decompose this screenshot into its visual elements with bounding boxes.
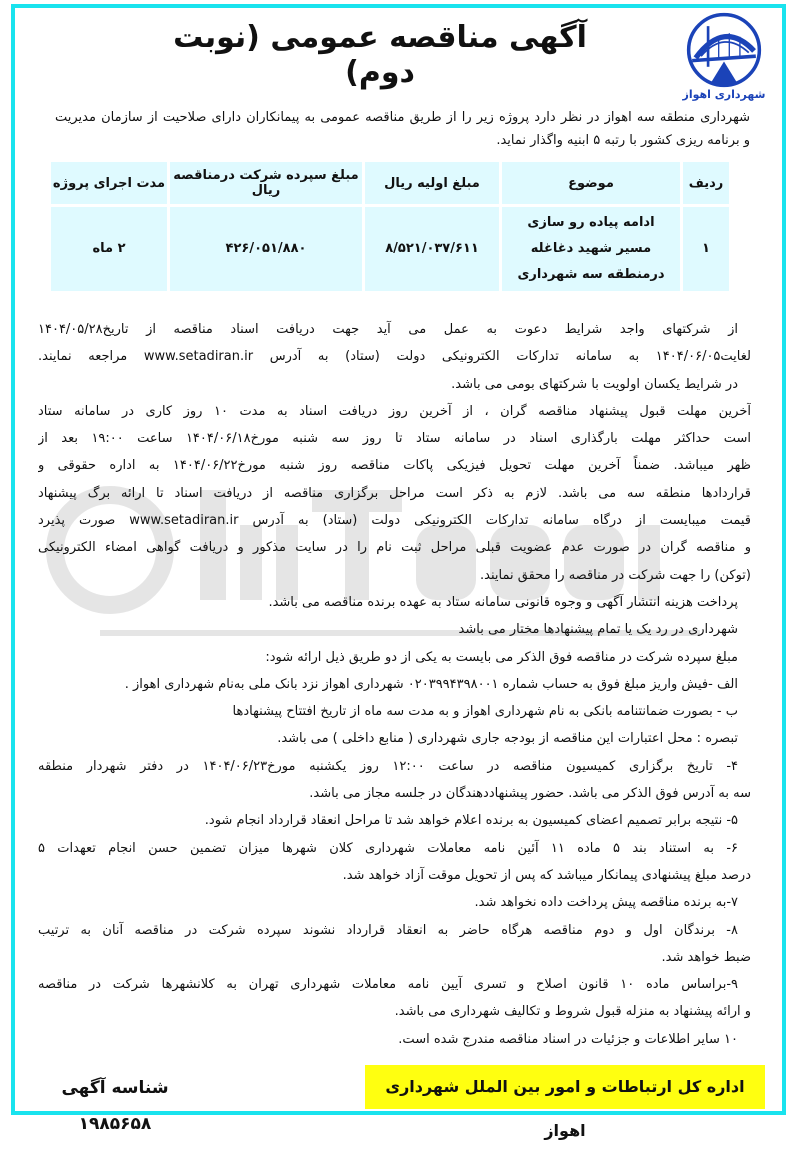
- ahvaz-municipality-logo: [678, 12, 770, 104]
- body-line: از شرکتهای واجد شرایط دعوت به عمل می آید جهت دریافت اسناد مناقصه از تاریخ۱۴۰۴/۰۵/۲۸: [38, 322, 738, 337]
- body-line: در شرایط یکسان اولویت با شرکتهای بومی می باشد.: [451, 376, 738, 392]
- body-line: ضبط خواهد شد.: [661, 949, 751, 965]
- tender-conditions: [38, 316, 751, 1053]
- body-line: سه به آدرس فوق الذکر می باشد. حضور پیشنهاددهندگان در جلسه مجاز می باشد.: [309, 786, 751, 802]
- body-line: ب - بصورت ضمانتنامه بانکی به نام شهرداری اهواز و به مدت سه ماه از تاریخ افتتاح پیشنهادها: [232, 704, 738, 720]
- body-line: الف -فیش واریز مبلغ فوق به حساب شماره ۰۲۰۳۹۹۴۳۹۸۰۰۱ شهرداری اهواز نزد بانک ملی به‌نام شهرداری اهواز .: [124, 676, 738, 692]
- header-subject: موضوع: [502, 162, 680, 204]
- body-line: ۷-به برنده مناقصه پیش پرداخت داده نخواهد شد.: [474, 895, 738, 911]
- body-line: مبلغ سپرده شرکت در مناقصه فوق الذکر می بایست به یکی از دو طریق ذیل ارائه شود:: [265, 649, 738, 665]
- publisher-banner: اداره کل ارتباطات و امور بین الملل شهرداری اهواز: [365, 1065, 765, 1109]
- body-line: ۹-براساس ماده ۱۰ قانون اصلاح و تسری آیین نامه معاملات شهرداری تهران به کلانشهرها شرکت در مناقصه: [38, 977, 738, 993]
- body-line: قراردادها منطقه سه می باشد. لازم به ذکر است مراحل برگزاری مناقصه از دریافت اسناد تا ارائه برگ پیشنهاد: [38, 485, 751, 501]
- intro-line: شهرداری منطقه سه اهواز در نظر دارد پروژه زیر را از طریق مناقصه عمومی به پیمانکاران دارای صلاحیت از سازمان مدیریت: [55, 110, 750, 125]
- body-line: لغایت۱۴۰۴/۰۶/۰۵ به سامانه تدارکات الکترونیکی دولت (ستاد) به آدرس www.setadiran.ir مراجعه نمایند.: [38, 349, 751, 365]
- cell-subject: ادامه پیاده رو سازی مسیر شهید دغاغله درمنطقه سه شهرداری: [502, 207, 680, 291]
- body-line: و ارائه پیشنهاد به منزله قبول شروط و تکالیف شهرداری می باشد.: [394, 1004, 751, 1020]
- header-initial-amount: مبلغ اولیه ریال: [365, 162, 499, 204]
- body-line: (توکن) را جهت شرکت در مناقصه را محقق نمایند.: [480, 567, 751, 583]
- cell-duration: ۲ ماه: [51, 207, 167, 291]
- body-line: درصد مبلغ پیشنهادی پیمانکار میباشد که پس از تحویل موقت آزاد خواهد شد.: [342, 867, 751, 883]
- header-duration: مدت اجرای پروژه: [51, 162, 167, 204]
- body-line: ۴- تاریخ برگزاری کمیسیون مناقصه در ساعت ۱۲:۰۰ روز یکشنبه مورخ۱۴۰۴/۰۶/۲۳ در دفتر شهردار منطقه: [38, 758, 738, 774]
- body-line: ۵- نتیجه برابر تصمیم اعضای کمیسیون به برنده اعلام خواهد شد تا مراحل انعقاد قرارداد انجام شود.: [204, 813, 738, 829]
- table-row: [51, 207, 729, 291]
- body-line: است حداکثر مهلت بارگذاری اسناد در سامانه ستاد تا روز سه شنبه مورخ۱۴۰۴/۰۶/۱۸ ساعت ۱۹:۰۰ بعد از: [38, 431, 751, 447]
- body-line: قیمت میبایست از درگاه سامانه تدارکات الکترونیکی دولت (ستاد) به آدرس www.setadiran.ir صورت پذیرد: [38, 513, 751, 529]
- body-line: ظهر میباشد. ضمناً آخرین مهلت تحویل فیزیکی پاکات مناقصه روز شنبه مورخ۱۴۰۴/۰۶/۲۲ به اداره حقوقی و: [38, 458, 751, 474]
- body-line: پرداخت هزینه انتشار آگهی و وجوه قانونی سامانه ستاد به عهده برنده مناقصه می باشد.: [268, 594, 738, 610]
- intro-line: و برنامه ریزی کشور با رتبه ۵ ابنیه واگذار نماید.: [496, 133, 750, 148]
- body-line: و مناقصه گران در صورت عدم عضویت قبلی مراحل ثبت نام را در سایت مذکور و دریافت گواهی امضاء الکترونیکی: [38, 540, 751, 556]
- table-header-row: [51, 162, 729, 204]
- ad-id: شناسه آگهی ۱۹۸۵۶۵۸: [61, 1078, 169, 1134]
- header-row-number: ردیف: [683, 162, 729, 204]
- tender-table: [48, 159, 732, 294]
- cell-deposit-amount: ۴۲۶/۰۵۱/۸۸۰: [170, 207, 362, 291]
- body-line: ۶- به استناد بند ۵ ماده ۱۱ آئین نامه معاملات شهرداری کلان شهرها میزان تضمین حسن انجام تعهدات ۵: [38, 840, 738, 856]
- page-title: آگهی مناقصه عمومی (نوبت دوم): [173, 20, 587, 90]
- logo-caption: شهرداری اهواز: [682, 88, 766, 101]
- bridge-logo-icon: [678, 12, 770, 88]
- body-line: ۱۰ سایر اطلاعات و جزئیات در اسناد مناقصه مندرج شده است.: [398, 1031, 738, 1047]
- cell-initial-amount: ۸/۵۲۱/۰۳۷/۶۱۱: [365, 207, 499, 291]
- header-deposit-amount: مبلغ سپرده شرکت درمناقصه ریال: [170, 162, 362, 204]
- body-line: شهرداری در رد یک یا تمام پیشنهادها مختار می باشد: [458, 622, 738, 638]
- body-line: ۸- برندگان اول و دوم مناقصه هرگاه حاضر به انعقاد قرارداد نشوند سپرده شرکت در مناقصه آنان به ترتیب: [38, 922, 738, 938]
- body-line: تبصره : محل اعتبارات این مناقصه از بودجه جاری شهرداری ( منابع داخلی ) می باشد.: [277, 731, 738, 747]
- cell-row-number: ۱: [683, 207, 729, 291]
- body-line: آخرین مهلت قبول پیشنهاد مناقصه گران ، از آخرین روز دریافت اسناد به مدت ۱۰ روز کاری در سامانه ستاد: [38, 403, 751, 419]
